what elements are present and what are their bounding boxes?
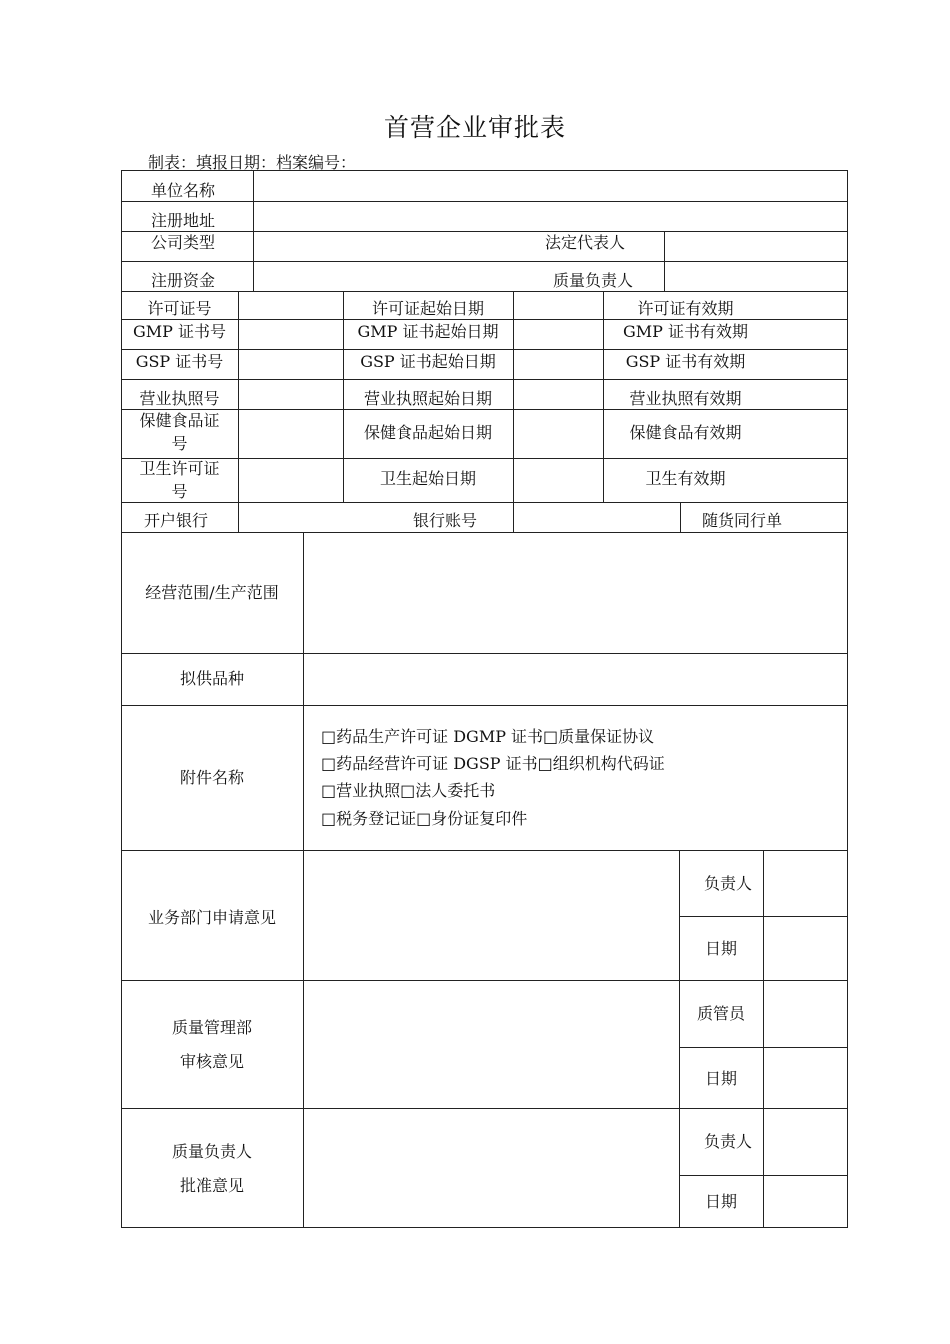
attachment-line: □营业执照□法人委托书 <box>321 781 496 800</box>
row-rule <box>121 261 848 262</box>
quality-head-label-1: 质量负责人 <box>171 1142 252 1161</box>
quality-head-date-label: 日期 <box>704 1192 737 1211</box>
business-opinion-label: 业务部门申请意见 <box>147 908 276 927</box>
reg-capital-label: 注册资金 <box>151 271 216 290</box>
attachment-line: □药品生产许可证 DGMP 证书□质量保证协议 <box>321 727 655 746</box>
col-rule <box>238 291 239 532</box>
col-rule <box>680 502 681 532</box>
gsp-number-label: GSP 证书号 <box>135 352 224 371</box>
license-start-label: 许可证起始日期 <box>371 299 484 318</box>
health-food-start-label: 保健食品起始日期 <box>363 423 492 442</box>
row-rule <box>121 850 848 851</box>
business-date-label: 日期 <box>704 939 737 958</box>
row-rule <box>121 291 848 292</box>
row-rule <box>121 705 848 706</box>
unit-name-label: 单位名称 <box>151 181 216 200</box>
quality-dept-label-2: 审核意见 <box>179 1052 244 1071</box>
business-license-number-label: 营业执照号 <box>139 389 220 408</box>
waybill-label: 随货同行单 <box>702 511 783 530</box>
quality-head-signer-label: 负责人 <box>703 1132 752 1151</box>
attachments-label: 附件名称 <box>179 768 244 787</box>
hygiene-number-label-1: 卫生许可证 <box>139 459 220 478</box>
row-rule <box>121 980 848 981</box>
col-rule <box>664 231 665 291</box>
row-rule <box>121 1108 848 1109</box>
business-signer-label: 负责人 <box>703 874 752 893</box>
row-rule <box>121 201 848 202</box>
attachment-line: □药品经营许可证 DGSP 证书□组织机构代码证 <box>321 754 665 773</box>
row-rule <box>121 231 848 232</box>
quality-dept-date-label: 日期 <box>704 1069 737 1088</box>
col-rule <box>763 850 764 1228</box>
reg-address-label: 注册地址 <box>151 211 216 230</box>
row-rule <box>121 379 848 380</box>
row-rule <box>121 653 848 654</box>
license-validity-label: 许可证有效期 <box>637 299 734 318</box>
quality-dept-signer-label: 质管员 <box>696 1004 745 1023</box>
page-title: 首营企业审批表 <box>383 113 566 142</box>
col-rule <box>513 291 514 532</box>
col-rule <box>679 850 680 1228</box>
meta-line: 制表：填报日期：档案编号： <box>148 153 357 172</box>
legal-rep-label: 法定代表人 <box>545 233 626 252</box>
gsp-validity-label: GSP 证书有效期 <box>625 352 746 371</box>
gmp-number-label: GMP 证书号 <box>132 322 227 341</box>
quality-head-label-2: 批准意见 <box>179 1176 244 1195</box>
bank-label: 开户银行 <box>144 511 209 530</box>
col-rule <box>253 170 254 291</box>
attachment-line: □税务登记证□身份证复印件 <box>321 809 528 828</box>
business-license-start-label: 营业执照起始日期 <box>363 389 492 408</box>
gmp-validity-label: GMP 证书有效期 <box>622 322 749 341</box>
business-license-validity-label: 营业执照有效期 <box>629 389 742 408</box>
gmp-start-label: GMP 证书起始日期 <box>357 322 499 341</box>
varieties-label: 拟供品种 <box>179 669 244 688</box>
account-label: 银行账号 <box>413 511 478 530</box>
col-rule <box>303 532 304 1228</box>
quality-head-label: 质量负责人 <box>553 271 634 290</box>
hygiene-number-label-2: 号 <box>171 482 188 501</box>
hygiene-validity-label: 卫生有效期 <box>645 469 726 488</box>
gsp-start-label: GSP 证书起始日期 <box>360 352 496 371</box>
quality-dept-label-1: 质量管理部 <box>171 1018 252 1037</box>
health-food-validity-label: 保健食品有效期 <box>629 423 742 442</box>
scope-label: 经营范围/生产范围 <box>145 583 279 602</box>
hygiene-start-label: 卫生起始日期 <box>379 469 476 488</box>
license-number-label: 许可证号 <box>147 299 212 318</box>
health-food-number-label-1: 保健食品证 <box>139 411 220 430</box>
company-type-label: 公司类型 <box>151 233 216 252</box>
row-rule <box>121 532 848 533</box>
health-food-number-label-2: 号 <box>171 434 188 453</box>
